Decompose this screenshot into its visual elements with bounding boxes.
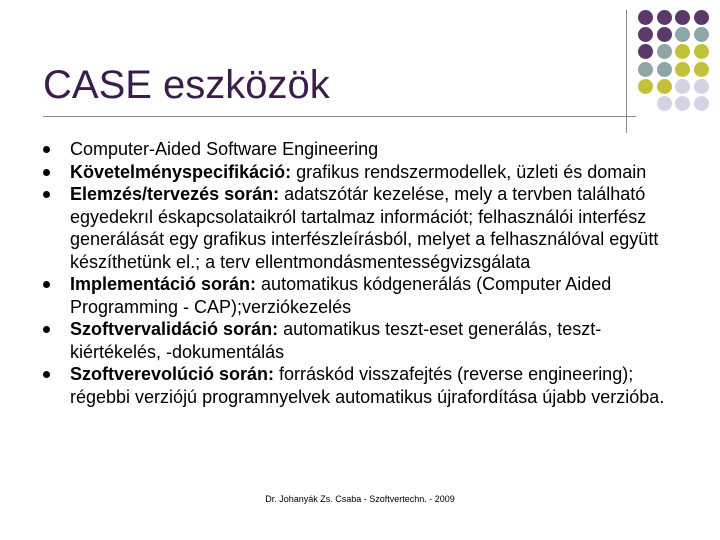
- decorative-dot: [694, 96, 709, 111]
- decorative-dot: [675, 62, 690, 77]
- decorative-dot: [694, 10, 709, 25]
- bullet-bold-label: Szoftverevolúció során:: [70, 364, 275, 384]
- bullet-text: Computer-Aided Software Engineering: [70, 139, 379, 159]
- bullet-icon: [43, 146, 50, 153]
- decorative-dot-grid: [638, 10, 718, 110]
- bullet-icon: [43, 169, 50, 176]
- decorative-dot: [675, 10, 690, 25]
- bullet-item: [43, 183, 683, 273]
- decorative-dot: [657, 27, 672, 42]
- decorative-dot: [638, 27, 653, 42]
- bullet-item: [43, 273, 683, 318]
- decorative-dot: [694, 27, 709, 42]
- decorative-dot: [657, 44, 672, 59]
- decorative-dot: [675, 79, 690, 94]
- decorative-dot: [675, 96, 690, 111]
- bullet-item: [43, 161, 683, 184]
- bullet-item: [43, 363, 683, 408]
- bullet-text: grafikus rendszermodellek, üzleti és domain: [291, 161, 647, 182]
- slide-title: CASE eszközök: [43, 63, 330, 107]
- decorative-dot: [675, 27, 690, 42]
- slide-footer: Dr. Johanyák Zs. Csaba - Szoftvertechn. - 2009: [265, 494, 455, 504]
- bullet-bold-label: Szoftvervalidáció során:: [70, 319, 279, 339]
- decorative-dot: [657, 79, 672, 94]
- bullet-icon: [43, 326, 50, 333]
- decorative-dot: [638, 10, 653, 25]
- decorative-dot: [657, 62, 672, 77]
- decorative-dot: [694, 62, 709, 77]
- bullet-item: [43, 318, 683, 363]
- bullet-text: adatszótár kezelése, mely a tervben található egyedekrıl éskapcsolataikról tartalmaz információt; felhasználói interfész generálását egy grafikus interfészleírásból, melyet a felhasználóval együtt készíthetünk el.; a terv ellentmondásmentességvizsgálata: [70, 184, 659, 272]
- decorative-dot: [657, 10, 672, 25]
- title-divider: [43, 116, 636, 117]
- corner-divider: [626, 10, 627, 133]
- bullet-text: automatikus kódgenerálás (Computer Aided Programming - CAP);verziókezelés: [70, 274, 612, 317]
- decorative-dot: [638, 79, 653, 94]
- bullet-item: [43, 138, 683, 161]
- bullet-bold-label: Implementáció során:: [70, 274, 257, 294]
- decorative-dot: [694, 44, 709, 59]
- decorative-dot: [638, 44, 653, 59]
- bullet-icon: [43, 191, 50, 198]
- bullet-text: automatikus teszt-eset generálás, teszt-kiértékelés, -dokumentálás: [70, 319, 602, 362]
- decorative-dot: [694, 79, 709, 94]
- bullet-text: forráskód visszafejtés (reverse engineering); régebbi verziójú programnyelvek automatikus újrafordítása újabb verzióba.: [70, 364, 665, 407]
- decorative-dot: [657, 96, 672, 111]
- bullet-icon: [43, 281, 50, 288]
- bullet-icon: [43, 371, 50, 378]
- decorative-dot: [638, 62, 653, 77]
- bullet-list: [43, 138, 683, 408]
- decorative-dot: [675, 44, 690, 59]
- bullet-bold-label: Követelményspecifikáció:: [70, 161, 292, 182]
- bullet-bold-label: Elemzés/tervezés során:: [70, 184, 280, 204]
